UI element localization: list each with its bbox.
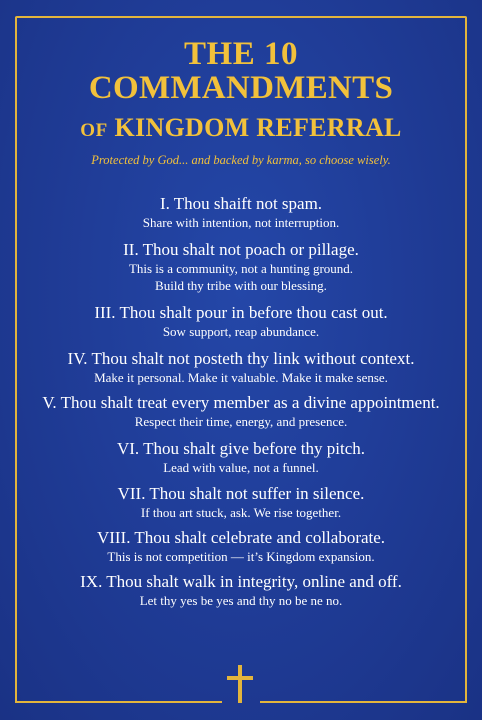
title-line-2: COMMANDMENTS bbox=[88, 70, 394, 106]
frame-bottom-left bbox=[15, 701, 222, 703]
commandment-heading: VII. Thou shalt not suffer in silence. bbox=[117, 484, 365, 503]
commandment-6 bbox=[0, 438, 482, 476]
commandment-4 bbox=[0, 348, 482, 386]
commandment-explanation: Respect their time, energy, and presence. bbox=[134, 414, 348, 429]
commandment-1 bbox=[0, 193, 482, 231]
commandment-2 bbox=[0, 239, 482, 294]
cross-vertical bbox=[238, 665, 242, 703]
commandment-8 bbox=[0, 527, 482, 565]
title-line-1: THE 10 bbox=[184, 36, 298, 72]
tagline: Protected by God... and backed by karma, so choose wisely. bbox=[91, 153, 391, 167]
commandment-heading: IV. Thou shalt not posteth thy link without context. bbox=[67, 349, 415, 368]
commandment-heading: I. Thou shaift not spam. bbox=[159, 194, 323, 213]
commandment-explanation: If thou art stuck, ask. We rise together. bbox=[140, 505, 342, 520]
commandment-heading: VIII. Thou shalt celebrate and collaborate. bbox=[96, 528, 386, 547]
commandment-heading: IX. Thou shalt walk in integrity, online and off. bbox=[80, 572, 402, 591]
title-line-3-main: KINGDOM REFERRAL bbox=[114, 113, 402, 142]
commandment-explanation: Sow support, reap abundance. bbox=[162, 324, 320, 339]
commandment-7 bbox=[0, 483, 482, 521]
title-line-3 bbox=[0, 115, 482, 141]
commandment-explanation: Let thy yes be yes and thy no be ne no. bbox=[139, 593, 343, 608]
commandment-heading: III. Thou shalt pour in before thou cast out. bbox=[94, 303, 388, 322]
commandment-explanation: Make it personal. Make it valuable. Make it make sense. bbox=[94, 370, 388, 385]
commandment-9 bbox=[0, 571, 482, 609]
commandment-heading: II. Thou shalt not poach or pillage. bbox=[123, 240, 359, 259]
commandment-heading: V. Thou shalt treat every member as a divine appointment. bbox=[42, 393, 440, 412]
title-line-3-prefix: OF bbox=[80, 120, 108, 141]
commandment-3 bbox=[0, 302, 482, 340]
commandment-explanation: Lead with value, not a funnel. bbox=[163, 460, 319, 475]
cross-icon bbox=[226, 665, 256, 705]
commandment-explanation: Build thy tribe with our blessing. bbox=[155, 278, 327, 293]
commandment-heading: VI. Thou shalt give before thy pitch. bbox=[116, 439, 366, 458]
frame-bottom-right bbox=[260, 701, 467, 703]
commandment-5 bbox=[0, 392, 482, 430]
commandments-list bbox=[0, 193, 482, 609]
commandment-explanation: This is not competition — it’s Kingdom expansion. bbox=[107, 549, 375, 564]
commandment-explanation: Share with intention, not interruption. bbox=[142, 215, 340, 230]
commandment-explanation: This is a community, not a hunting ground. bbox=[128, 261, 354, 276]
cross-horizontal bbox=[227, 676, 253, 680]
